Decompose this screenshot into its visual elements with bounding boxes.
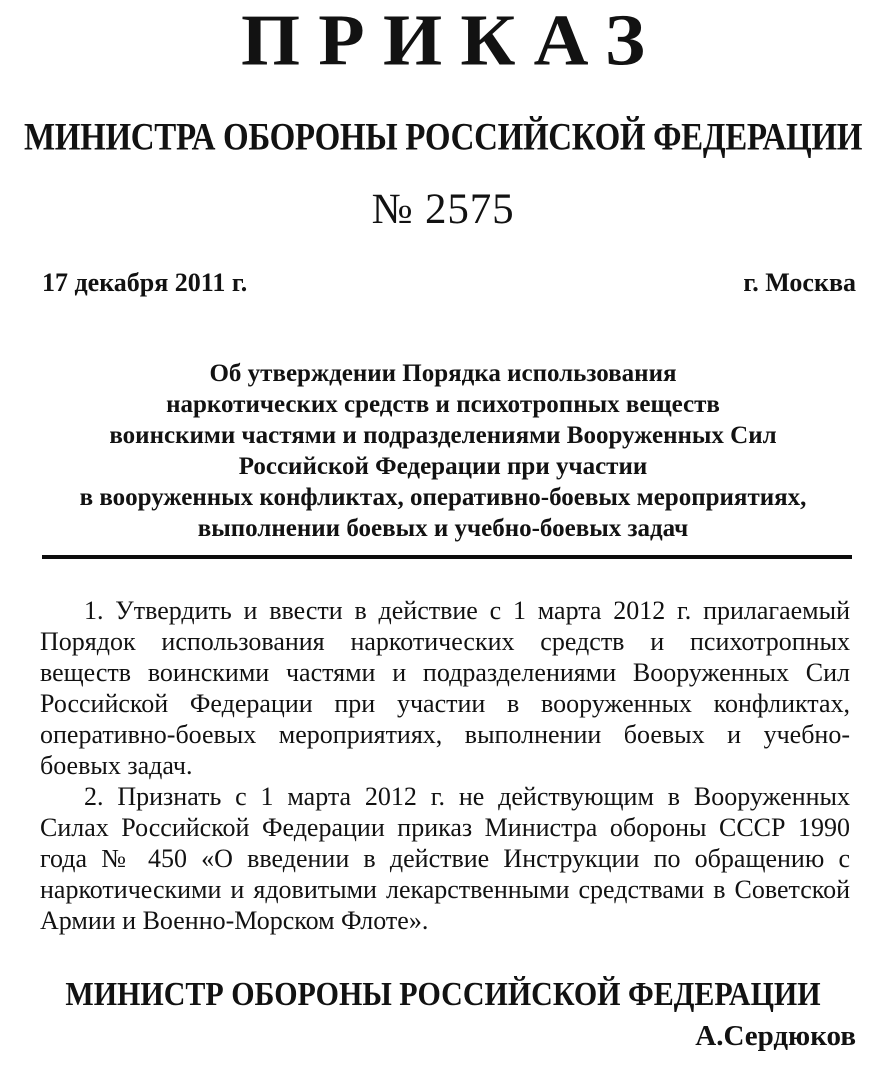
document-subject <box>0 358 886 544</box>
signature-name: А.Сердюков <box>695 1020 856 1052</box>
document-title: ПРИКАЗ <box>240 0 664 81</box>
subject-line: наркотических средств и психотропных веществ <box>166 391 720 418</box>
document-city: г. Москва <box>743 268 856 297</box>
paragraph-1: 1. Утвердить и ввести в действие с 1 марта 2012 г. прилагаемый Порядок использования наркотических средств и психотропных веществ воинскими частями и подразделениями Вооруженных Сил Российской Федерации при участии в вооруженных конфликтах, оперативно-боевых мероприятиях, выполнении боевых и учебно-боевых задач. <box>40 596 850 780</box>
subject-line: выполнении боевых и учебно-боевых задач <box>197 515 689 542</box>
subject-line: Об утверждении Порядка использования <box>209 360 677 387</box>
order-number: № 2575 <box>371 186 515 233</box>
signature-title: МИНИСТР ОБОРОНЫ РОССИЙСКОЙ ФЕДЕРАЦИИ <box>65 975 821 1013</box>
paragraph-2: 2. Признать с 1 марта 2012 г. не действующим в Вооруженных Силах Российской Федерации приказ Министра обороны СССР 1990 года № 450 «О введении в действие Инструкции по обращению с наркотическими и ядовитыми лекарственными средствами в Советской Армии и Военно-Морском Флоте». <box>40 782 850 935</box>
horizontal-divider <box>42 555 852 559</box>
subject-line: в вооруженных конфликтах, оперативно-боевых мероприятиях, <box>79 484 807 511</box>
document-subtitle: МИНИСТРА ОБОРОНЫ РОССИЙСКОЙ ФЕДЕРАЦИИ <box>23 116 863 160</box>
document-date: 17 декабря 2011 г. <box>42 268 248 297</box>
subject-line: Российской Федерации при участии <box>238 453 648 480</box>
date-city-row <box>0 268 886 298</box>
subject-line: воинскими частями и подразделениями Вооруженных Сил <box>109 422 777 449</box>
